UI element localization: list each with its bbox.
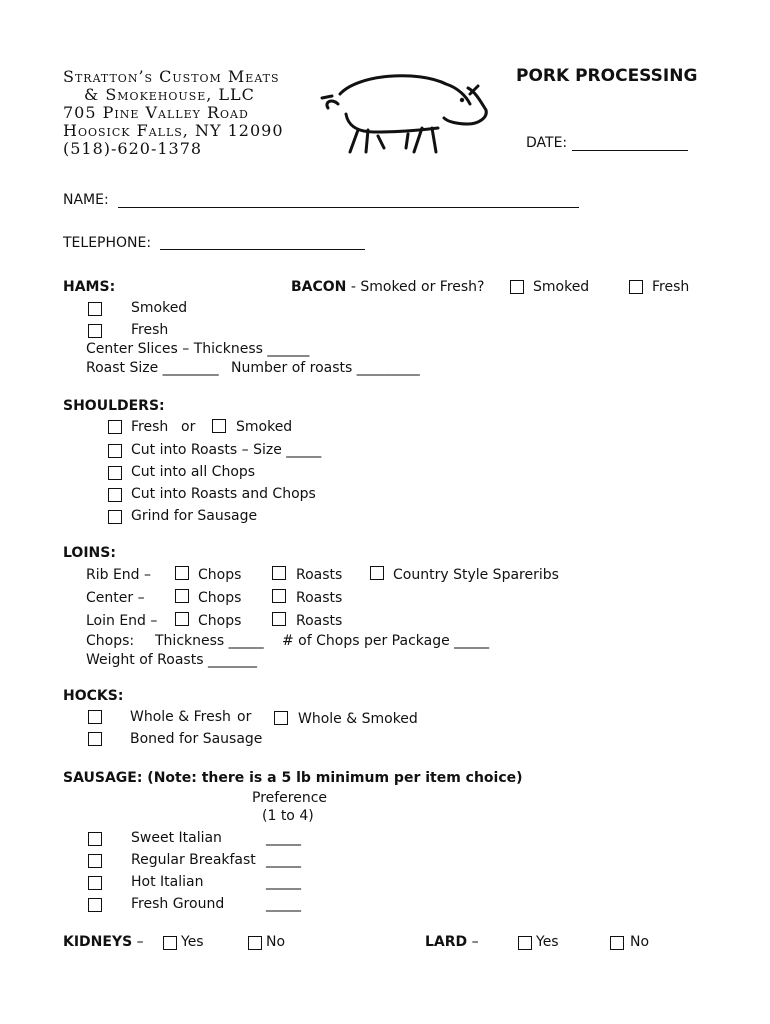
shoulders-roasts-chops-checkbox[interactable] [108,488,122,502]
sausage-preference-field[interactable]: _____ [266,874,301,890]
lard-yes-checkbox[interactable] [518,936,532,950]
pig-icon [318,66,493,158]
loin-end-chops-label: Chops [198,613,242,629]
sausage-range-label: (1 to 4) [262,808,314,824]
loins-chops-label: Chops: [86,633,135,649]
company-city: Hoosick Falls, NY 12090 [63,121,284,140]
sausage-item-label: Hot Italian [131,874,204,890]
shoulders-grind-checkbox[interactable] [108,510,122,524]
hocks-whole-fresh-label: Whole & Fresh [130,709,231,725]
center-roasts-checkbox[interactable] [272,589,286,603]
company-address: 705 Pine Valley Road [63,103,249,122]
rib-end-chops-checkbox[interactable] [175,566,189,580]
loins-heading: LOINS: [63,545,116,561]
kidneys-dash: – [136,934,144,950]
loins-chops-per-package: # of Chops per Package _____ [282,633,490,649]
loin-end-chops-checkbox[interactable] [175,612,189,626]
hams-number-of-roasts: Number of roasts _________ [231,360,420,376]
hams-center-slices: Center Slices – Thickness ______ [86,341,310,357]
sausage-preference-field[interactable]: _____ [266,896,301,912]
shoulders-grind-label: Grind for Sausage [131,508,258,524]
hocks-whole-smoked-label: Whole & Smoked [298,711,418,727]
date-label: DATE: [526,135,568,151]
center-chops-label: Chops [198,590,242,606]
kidneys-no-checkbox[interactable] [248,936,262,950]
name-field[interactable] [118,207,579,208]
center-chops-checkbox[interactable] [175,589,189,603]
hams-fresh-checkbox[interactable] [88,324,102,338]
sausage-item-label: Fresh Ground [131,896,225,912]
shoulders-fresh-label: Fresh [131,419,169,435]
shoulders-heading: SHOULDERS: [63,398,165,414]
sausage-heading: SAUSAGE: (Note: there is a 5 lb minimum per item choice) [63,770,523,786]
sausage-preference-field[interactable]: _____ [266,852,301,868]
shoulders-chops-label: Cut into all Chops [131,464,256,480]
loin-end-roasts-checkbox[interactable] [272,612,286,626]
bacon-smoked-checkbox[interactable] [510,280,524,294]
shoulders-chops-checkbox[interactable] [108,466,122,480]
kidneys-label: KIDNEYS [63,934,133,950]
hocks-whole-fresh-checkbox[interactable] [88,710,102,724]
telephone-label: TELEPHONE: [63,235,152,251]
lard-label: LARD [425,934,468,950]
rib-end-roasts-checkbox[interactable] [272,566,286,580]
rib-end-spareribs-checkbox[interactable] [370,566,384,580]
loins-center-label: Center – [86,590,145,606]
hams-heading: HAMS: [63,279,116,295]
shoulders-roasts-chops-label: Cut into Roasts and Chops [131,486,316,502]
kidneys-yes-checkbox[interactable] [163,936,177,950]
sausage-sweet-italian-checkbox[interactable] [88,832,102,846]
hocks-whole-smoked-checkbox[interactable] [274,711,288,725]
sausage-hot-italian-checkbox[interactable] [88,876,102,890]
sausage-item-label: Regular Breakfast [131,852,256,868]
hocks-or: or [237,709,252,725]
bacon-smoked-label: Smoked [533,279,590,295]
bacon-fresh-checkbox[interactable] [629,280,643,294]
rib-end-chops-label: Chops [198,567,242,583]
loins-weight-of-roasts: Weight of Roasts _______ [86,652,257,668]
loin-end-roasts-label: Roasts [296,613,343,629]
lard-heading [425,934,479,950]
sausage-item-label: Sweet Italian [131,830,222,846]
loins-thickness: Thickness _____ [155,633,264,649]
hams-smoked-checkbox[interactable] [88,302,102,316]
bacon-question: - Smoked or Fresh? [346,279,485,295]
loins-loin-end-label: Loin End – [86,613,158,629]
bacon-heading [291,279,484,295]
sausage-preference-field[interactable]: _____ [266,830,301,846]
shoulders-roasts-label: Cut into Roasts – Size _____ [131,442,322,458]
hams-roast-size: Roast Size ________ [86,360,219,376]
hocks-heading: HOCKS: [63,688,124,704]
shoulders-fresh-checkbox[interactable] [108,420,122,434]
rib-end-spareribs-label: Country Style Spareribs [393,567,559,583]
shoulders-or: or [181,419,196,435]
lard-no-checkbox[interactable] [610,936,624,950]
company-name-line2: & Smokehouse, LLC [84,85,255,104]
shoulders-smoked-checkbox[interactable] [212,419,226,433]
hocks-boned-checkbox[interactable] [88,732,102,746]
date-field[interactable] [572,150,688,151]
telephone-field[interactable] [160,249,365,250]
name-label: NAME: [63,192,109,208]
kidneys-no-label: No [266,934,286,950]
sausage-fresh-ground-checkbox[interactable] [88,898,102,912]
bacon-fresh-label: Fresh [652,279,690,295]
kidneys-yes-label: Yes [181,934,204,950]
hams-fresh-label: Fresh [131,322,169,338]
page-title: PORK PROCESSING [516,66,698,86]
lard-yes-label: Yes [536,934,559,950]
rib-end-roasts-label: Roasts [296,567,343,583]
lard-dash: – [471,934,479,950]
kidneys-heading [63,934,144,950]
hams-smoked-label: Smoked [131,300,188,316]
shoulders-smoked-label: Smoked [236,419,293,435]
company-phone: (518)-620-1378 [63,139,203,158]
lard-no-label: No [630,934,650,950]
sausage-regular-breakfast-checkbox[interactable] [88,854,102,868]
loins-rib-end-label: Rib End – [86,567,152,583]
bacon-label: BACON [291,279,347,295]
hocks-boned-label: Boned for Sausage [130,731,263,747]
company-name: Stratton’s Custom Meats [63,67,280,86]
sausage-preference-label: Preference [252,790,328,806]
shoulders-roasts-checkbox[interactable] [108,444,122,458]
center-roasts-label: Roasts [296,590,343,606]
